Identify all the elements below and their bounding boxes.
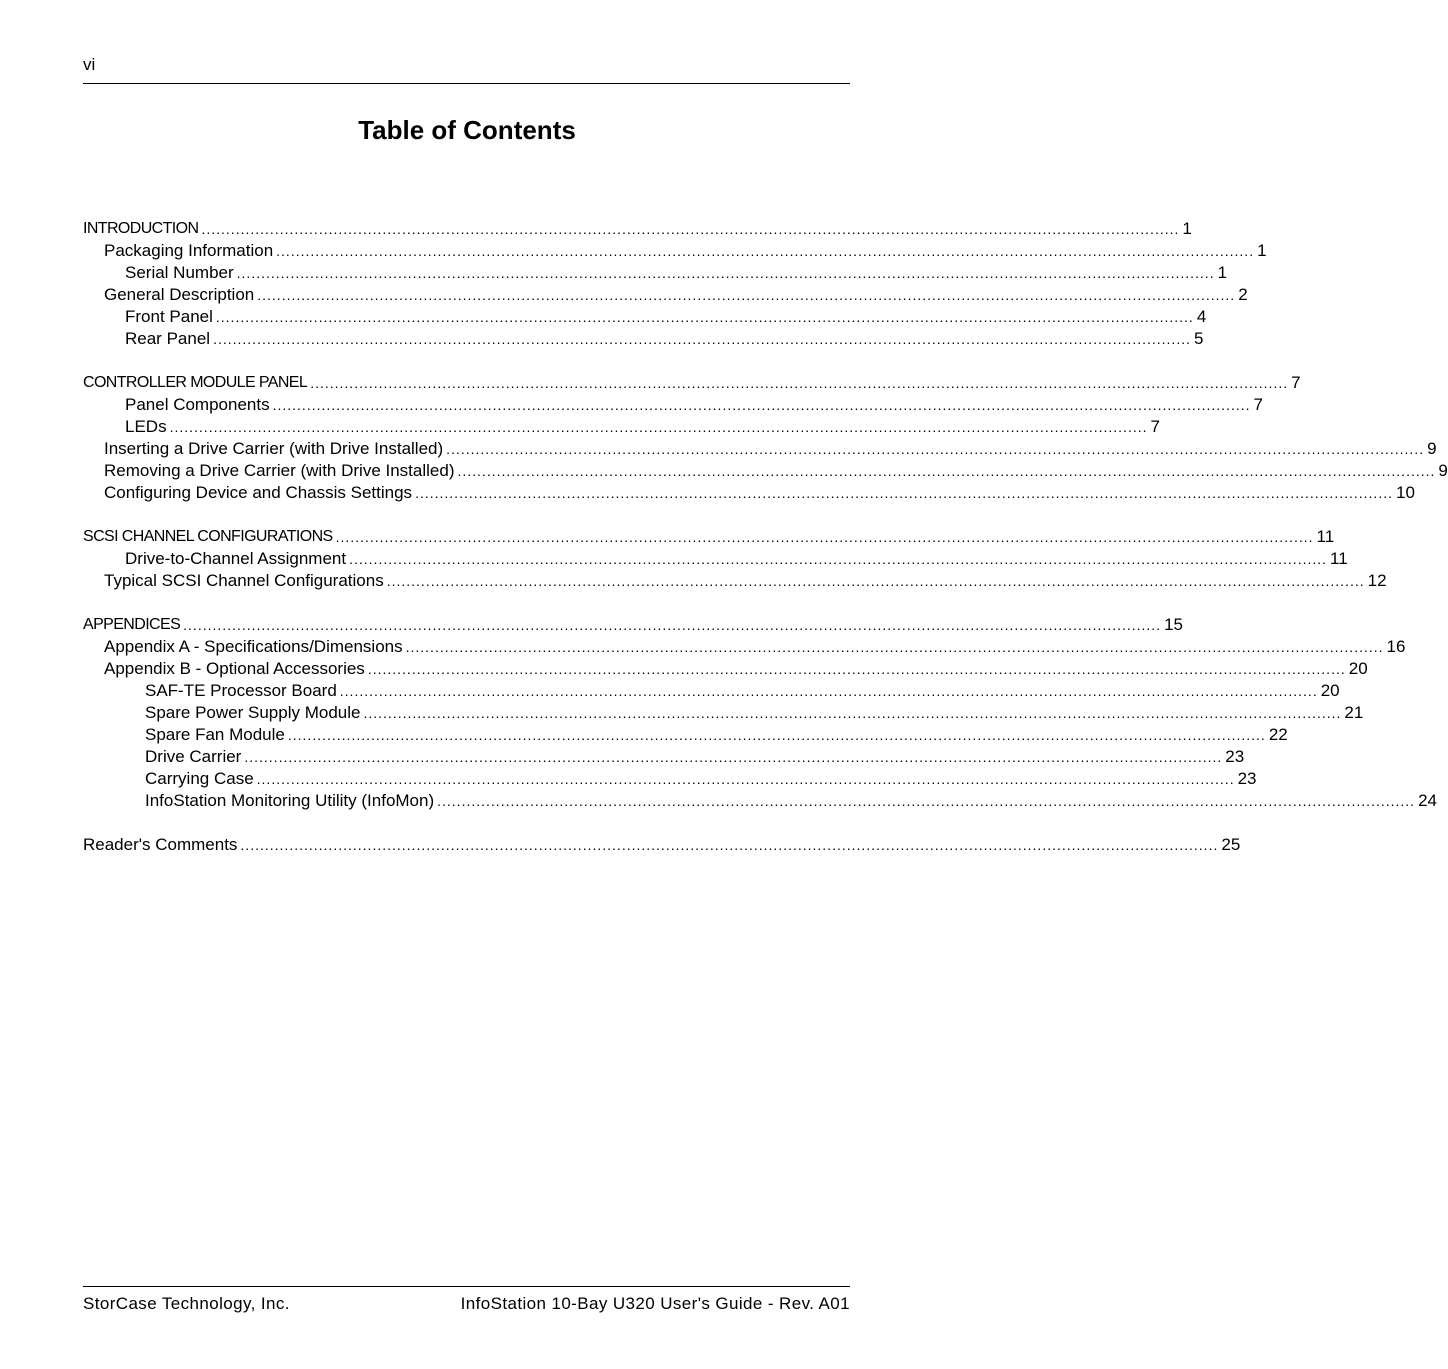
- toc-entry-label: Typical SCSI Channel Configurations: [104, 571, 384, 590]
- toc-entry[interactable]: [83, 482, 1415, 504]
- toc-leader-dots: ........................................................................................................................................................................................................: [349, 551, 1328, 567]
- toc-entry-page: 1: [1217, 263, 1228, 282]
- header-rule: [83, 83, 850, 84]
- toc-entry-page: 1: [1257, 241, 1267, 260]
- toc-leader-dots: ........................................................................................................................................................................................................: [256, 771, 1235, 787]
- toc-entry[interactable]: [83, 526, 1335, 548]
- toc-entry[interactable]: [83, 548, 1348, 570]
- toc-entry[interactable]: [83, 702, 1364, 724]
- toc-entry-page: 9: [1438, 461, 1448, 480]
- toc-entry-label: Inserting a Drive Carrier (with Drive Installed): [104, 439, 444, 458]
- toc-entry-page: 23: [1225, 747, 1245, 766]
- toc-entry-page: 11: [1316, 527, 1335, 546]
- toc-leader-dots: ........................................................................................................................................................................................................: [257, 287, 1236, 303]
- toc-entry[interactable]: [83, 328, 1204, 350]
- toc-entry-page: 16: [1386, 637, 1406, 656]
- toc-entry-label: Packaging Information: [104, 241, 274, 260]
- toc-entry-label: Removing a Drive Carrier (with Drive Installed): [104, 461, 455, 480]
- toc-leader-dots: ........................................................................................................................................................................................................: [446, 441, 1425, 457]
- toc-entry-page: 7: [1150, 417, 1160, 436]
- toc-leader-dots: ........................................................................................................................................................................................................: [276, 243, 1255, 259]
- toc-entry[interactable]: [83, 658, 1368, 680]
- toc-leader-dots: ........................................................................................................................................................................................................: [405, 639, 1384, 655]
- toc-entry-page: 12: [1367, 571, 1387, 590]
- toc-entry-page: 11: [1330, 549, 1348, 568]
- toc-leader-dots: ........................................................................................................................................................................................................: [236, 265, 1215, 281]
- toc-entry-label: Drive Carrier: [145, 747, 242, 766]
- toc-entry[interactable]: [83, 284, 1248, 306]
- toc-entry-page: 7: [1253, 395, 1263, 414]
- toc-leader-dots: ........................................................................................................................................................................................................: [244, 749, 1223, 765]
- toc-entry-page: 21: [1344, 703, 1364, 722]
- toc-leader-dots: ........................................................................................................................................................................................................: [183, 617, 1162, 633]
- toc-entry-page: 4: [1196, 307, 1207, 326]
- toc-entry[interactable]: [83, 746, 1245, 768]
- toc-entry-label: Reader's Comments: [83, 835, 238, 854]
- toc-entry-page: 20: [1320, 681, 1340, 700]
- toc-entry-page: 15: [1164, 615, 1184, 634]
- toc-leader-dots: ........................................................................................................................................................................................................: [169, 419, 1148, 435]
- toc-entry[interactable]: [83, 416, 1160, 438]
- toc-entry-label: LEDs: [125, 417, 167, 436]
- page-number: vi: [83, 55, 96, 74]
- toc-entry-label: Front Panel: [125, 307, 213, 326]
- toc-entry-page: 1: [1182, 219, 1192, 238]
- toc-entry[interactable]: [83, 680, 1340, 702]
- toc-entry-label: INTRODUCTION: [83, 220, 199, 237]
- toc-entry-page: 9: [1427, 439, 1437, 458]
- toc-entry[interactable]: [83, 724, 1288, 746]
- toc-entry-page: 10: [1396, 483, 1415, 502]
- toc-leader-dots: ........................................................................................................................................................................................................: [415, 485, 1393, 501]
- toc-entry[interactable]: [83, 306, 1207, 328]
- toc-entry[interactable]: [83, 394, 1263, 416]
- toc-entry-label: Spare Fan Module: [145, 725, 285, 744]
- toc-entry-label: SCSI CHANNEL CONFIGURATIONS: [83, 528, 333, 545]
- toc-leader-dots: ........................................................................................................................................................................................................: [335, 529, 1314, 545]
- toc-entry-label: InfoStation Monitoring Utility (InfoMon): [145, 791, 435, 810]
- toc-entry-page: 20: [1348, 659, 1368, 678]
- toc-entry-page: 23: [1237, 769, 1257, 788]
- toc-entry[interactable]: [83, 636, 1406, 658]
- toc-entry-label: Carrying Case: [145, 769, 254, 788]
- toc-entry[interactable]: [83, 438, 1437, 460]
- toc-entry-label: Panel Components: [125, 395, 270, 414]
- toc-entry-page: 22: [1268, 725, 1288, 744]
- toc-entry-page: 5: [1194, 329, 1204, 348]
- toc-leader-dots: ........................................................................................................................................................................................................: [367, 661, 1346, 677]
- toc-entry-label: Drive-to-Channel Assignment: [125, 549, 347, 568]
- footer-rule: [83, 1286, 850, 1287]
- toc-leader-dots: ........................................................................................................................................................................................................: [287, 727, 1266, 743]
- toc-leader-dots: ........................................................................................................................................................................................................: [272, 397, 1251, 413]
- toc-leader-dots: ........................................................................................................................................................................................................: [363, 705, 1342, 721]
- toc-entry-label: General Description: [104, 285, 255, 304]
- footer-company: StorCase Technology, Inc.: [83, 1294, 290, 1313]
- toc-entry-label: Appendix B - Optional Accessories: [104, 659, 365, 678]
- toc-leader-dots: ........................................................................................................................................................................................................: [339, 683, 1318, 699]
- toc-leader-dots: ........................................................................................................................................................................................................: [215, 309, 1194, 325]
- toc-entry[interactable]: [83, 614, 1184, 636]
- toc-leader-dots: ........................................................................................................................................................................................................: [386, 573, 1365, 589]
- toc-entry[interactable]: [83, 240, 1267, 262]
- toc-entry-page: 7: [1291, 373, 1301, 392]
- toc-entry[interactable]: [83, 834, 1241, 856]
- toc-leader-dots: ........................................................................................................................................................................................................: [240, 837, 1219, 853]
- toc-entry-page: 24: [1418, 791, 1437, 810]
- toc-entry[interactable]: [83, 570, 1387, 592]
- toc-entry-page: 2: [1238, 285, 1248, 304]
- toc-entry-page: 25: [1221, 835, 1241, 854]
- toc-leader-dots: ........................................................................................................................................................................................................: [310, 375, 1289, 391]
- toc-entry[interactable]: [83, 372, 1301, 394]
- toc-entry[interactable]: [83, 790, 1437, 812]
- toc-entry-label: Configuring Device and Chassis Settings: [104, 483, 413, 502]
- toc-leader-dots: ........................................................................................................................................................................................................: [201, 221, 1180, 237]
- footer-document-title: InfoStation 10-Bay U320 User's Guide - Rev. A01: [460, 1294, 850, 1313]
- toc-entry-label: Appendix A - Specifications/Dimensions: [104, 637, 403, 656]
- toc-entry-label: Spare Power Supply Module: [145, 703, 361, 722]
- toc-leader-dots: ........................................................................................................................................................................................................: [213, 331, 1191, 347]
- toc-entry[interactable]: [83, 460, 1448, 482]
- toc-entry[interactable]: [83, 768, 1257, 790]
- toc-entry[interactable]: [83, 218, 1192, 240]
- toc-entry-label: Serial Number: [125, 263, 234, 282]
- toc-entry-label: CONTROLLER MODULE PANEL: [83, 374, 308, 391]
- toc-entry-label: Rear Panel: [125, 329, 211, 348]
- toc-entry-label: SAF-TE Processor Board: [145, 681, 337, 700]
- toc-entry[interactable]: [83, 262, 1228, 284]
- toc-entry-label: APPENDICES: [83, 616, 181, 633]
- toc-leader-dots: ........................................................................................................................................................................................................: [457, 463, 1436, 479]
- toc-leader-dots: ........................................................................................................................................................................................................: [437, 793, 1416, 809]
- page-title: Table of Contents: [358, 115, 576, 145]
